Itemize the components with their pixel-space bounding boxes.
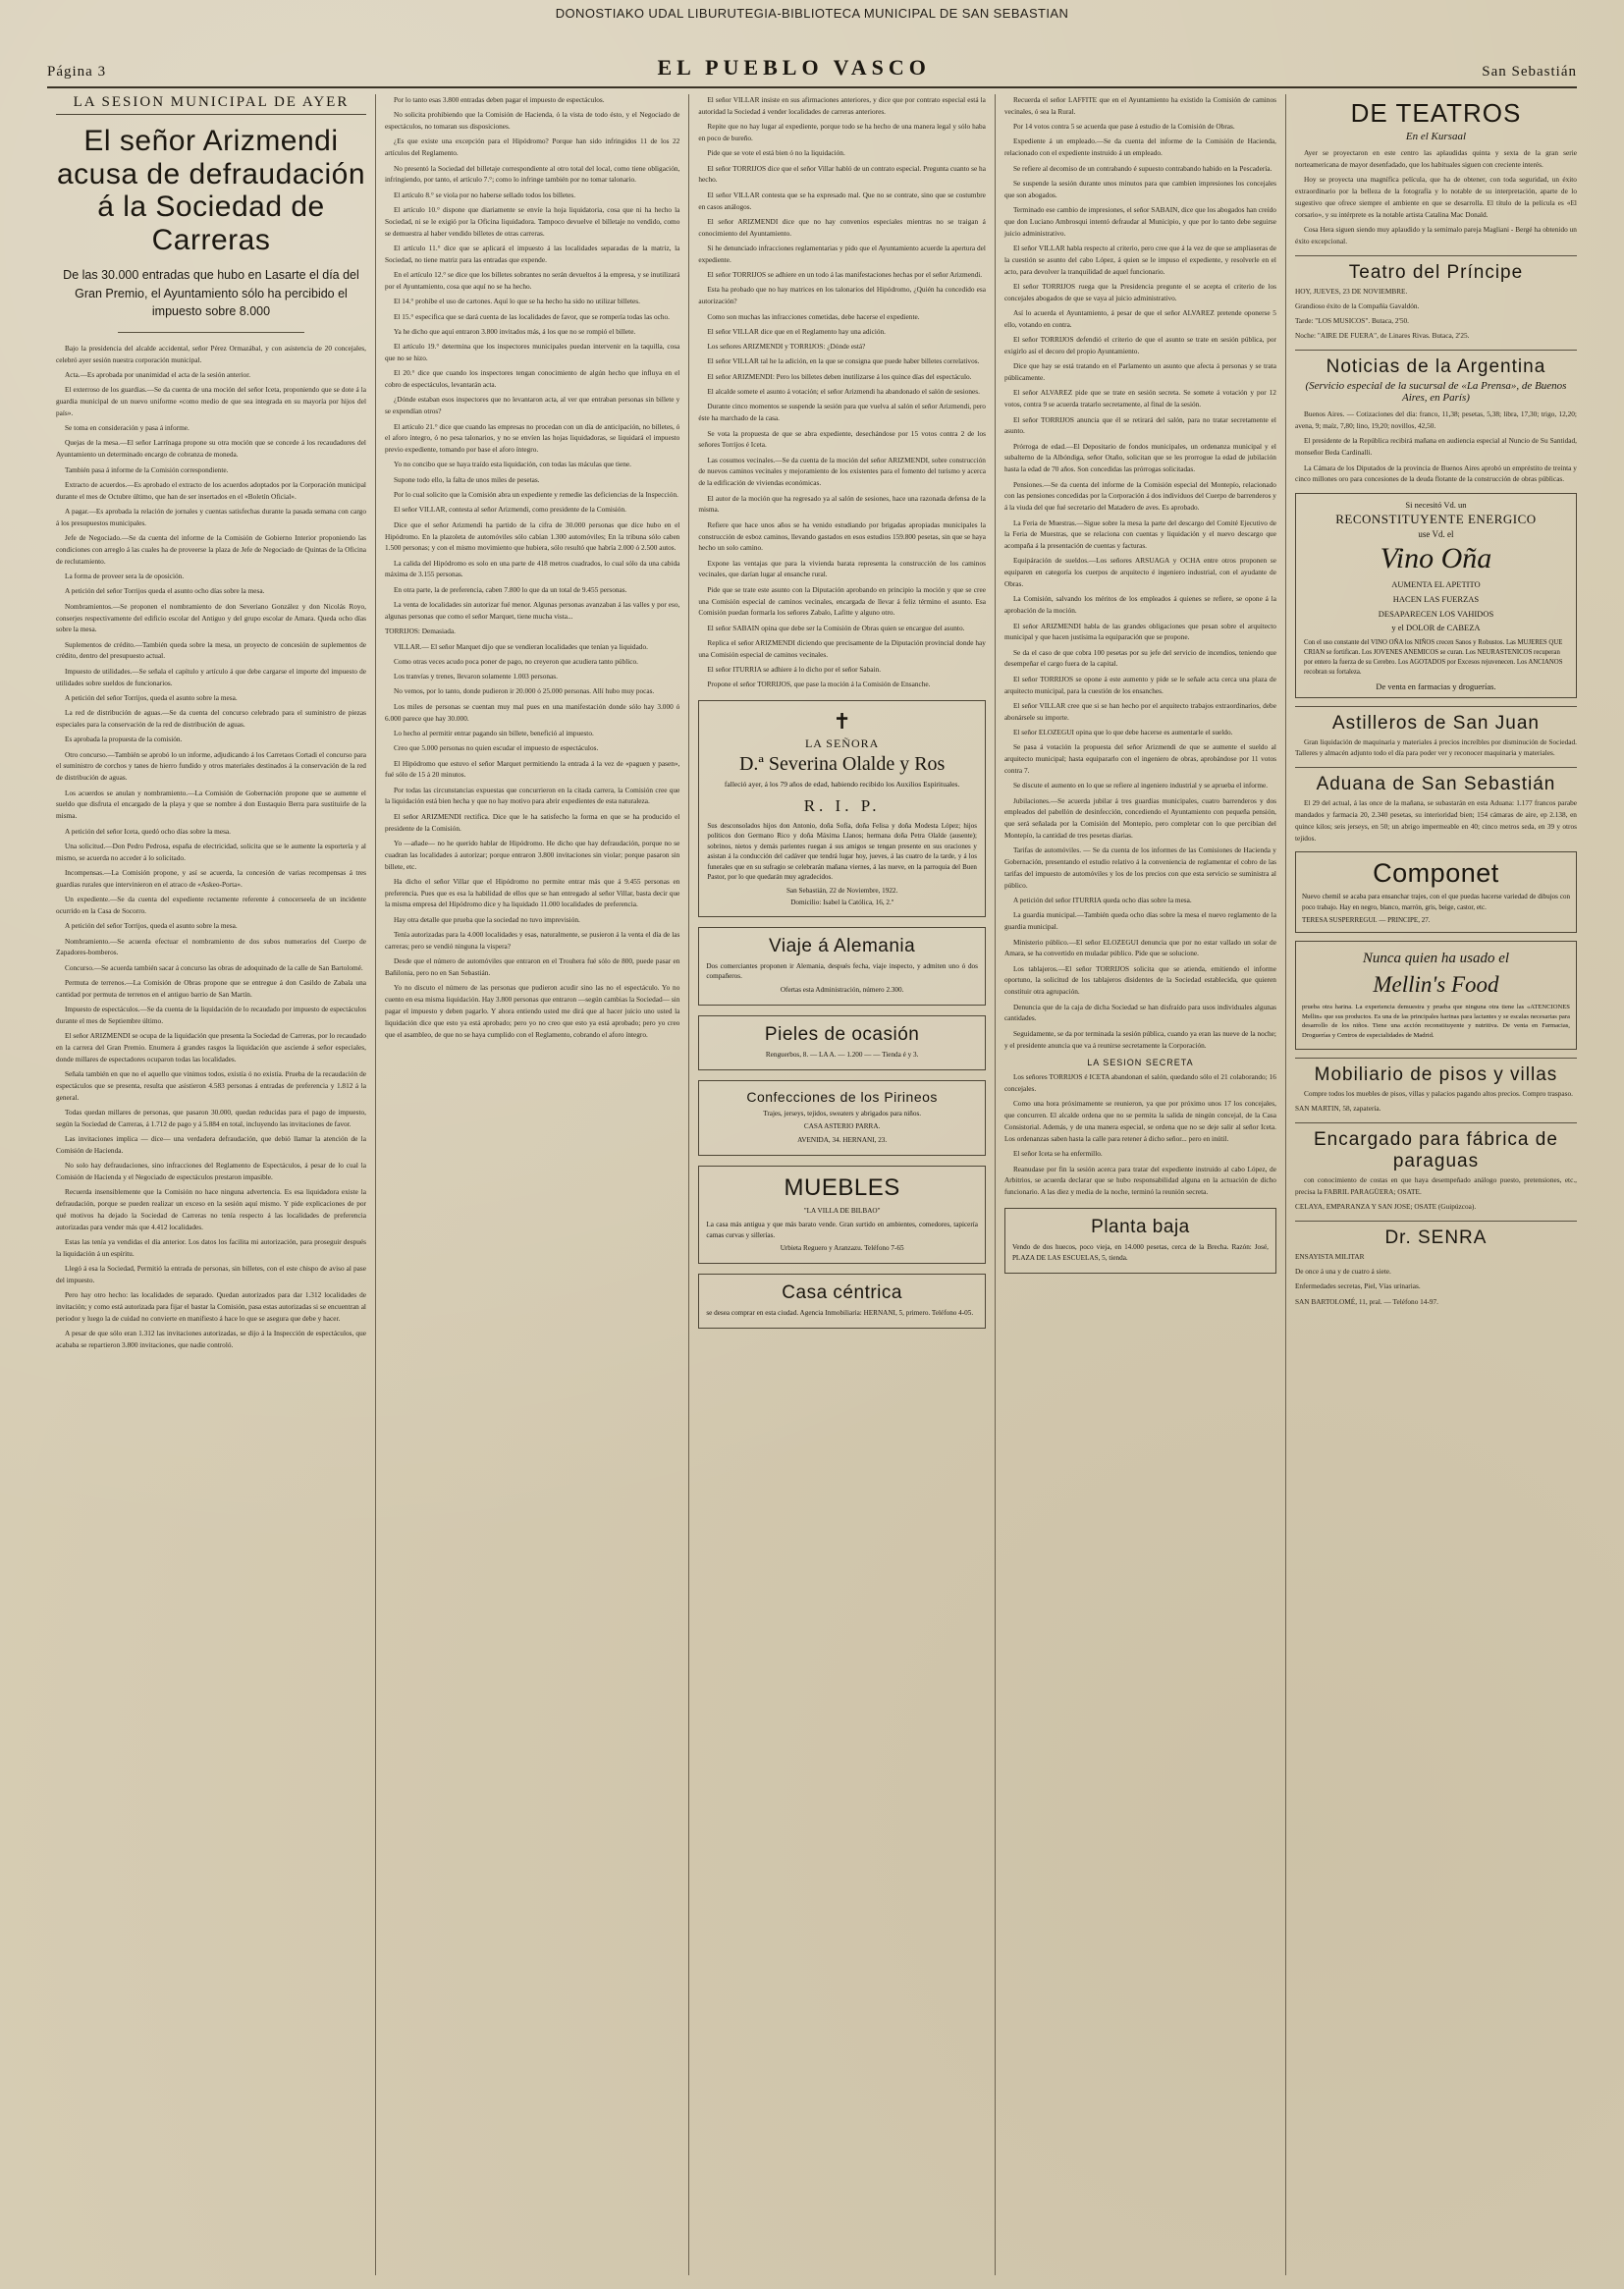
paragraph: A petición del señor ITURRIA queda ocho días sobre la mesa.	[1012, 896, 1192, 905]
paragraph: Incompensas.—La Comisión propone, y así se acuerda, la concesión de varias recompensas á tres guardias rurales que intervinieron en el atraco de «Askeo-Porta».	[56, 867, 366, 889]
paragraph: Como otras veces acudo poca poner de pago, no creyeron que acudiera tanto público.	[393, 656, 638, 666]
paragraph: Expediente á un empleado.—Se da cuenta del informe de la Comisión de Hacienda, relacionado con el expediente instruido á un empleado.	[1003, 136, 1276, 158]
paragraph: Ha dicho el señor Villar que el Hipódromo no permite entrar más que á 9.455 personas en preferencia. Pues que es esa la habilidad de ellos que se han entregado al señor Villar, basta decir que la misma empresa del Hipódromo dice y ha liquidado 11.000 localidades de preferencia.	[384, 876, 680, 909]
paragraph: Hay otra detalle que prueba que la sociedad no tuvo imprevisión.	[393, 914, 580, 924]
column-4	[996, 94, 1286, 2275]
ad-text: Nuevo chemil se acaba para ensanchar trajes, con el que puedas hacerse variedad de dibujos con poco trabajo. Hay en negro, blanco, marrón, gris, beige, castor, etc.	[1301, 893, 1570, 911]
paragraph: Se vota la propuesta de que se abra expediente, desechándose por 15 votos contra 2 de los señores Torrijos é Iceta.	[698, 428, 986, 450]
paragraph: El presidente de la República recibirá mañana en audiencia especial al Nuncio de Su Santidad, monseñor Beda Cardinalli.	[1294, 436, 1577, 458]
paragraph: Pide que se trate este asunto con la Diputación aprobando en principio la moción y que se cree una Comisión especial de caminos vecinales, encargada de llevar á feliz término el asunto. Esa Comisión puedan formarla los señores Zabalo, Lafitte y alguno otro.	[698, 584, 986, 618]
ad-text: prueba otra harina. La experiencia demuestra y prueba que ninguna otra tiene las «ATENCIONES Mellin» que sus productos. Es una de las principales harinas para lactantes y se escalas necesarias para desarrollo de los niños. Tiene una acción reconstituyente y nutritiva. De venta en Farmacias, Droguerías y Centros de especialidades de Madrid.	[1301, 1004, 1570, 1040]
ad-title: MUEBLES	[784, 1174, 900, 1202]
obituary-family-text: Sus desconsolados hijos don Antonio, doña Sofía, doña Felisa y doña Modesta López; hijos políticos don Germano Rico y doña Máxima Llanos; hermana doña Petra Olalde (ausente); sobrinos, nietos y demás parientes ruegan á sus amigos se tengan presente en sus oraciones y asistan á la conducción del cadáver que tendrá lugar hoy, jueves, á las cuatro de la tarde, y á los funerales que en su sufragio se celebrarán mañana viernes, á las nueve, en la parroquia del Buen Pastor, por lo que quedarán muy agradecidos.	[707, 821, 977, 881]
paragraph: Supone todo ello, la falta de unos miles de pesetas.	[393, 474, 540, 484]
paragraph: No solicita prohibiendo que la Comisión de Hacienda, ó la vista de todo ésto, y el Negociado de espectáculos, no tomaran sus disposiciones.	[384, 110, 680, 132]
ad-hours: De once á una y de cuatro á siete.	[1294, 1266, 1391, 1276]
paragraph: El señor TORRIJOS se adhiere en un todo á las manifestaciones hechas por el señor Arizmendi.	[707, 270, 983, 280]
paragraph: El señor TORRIJOS defendió el criterio de que el asunto se trate en sesión pública, por exigirlo así el decoro del propio Ayuntamiento.	[1003, 335, 1276, 355]
paragraph: El señor VILLAR insiste en sus afirmaciones anteriores, y dice que por contrato especial está la autoridad la Sociedad á vender localidades de carreras anteriores.	[698, 95, 986, 116]
paragraph: Así lo acuerda el Ayuntamiento, á pesar de que el señor ALVAREZ pretende oponerse 5 ello, votando en contra.	[1003, 308, 1276, 329]
paragraph: El señor VILLAR habla respecto al criterio, pero cree que á la vez de que se ampliaseras de la cuestión se asunto del cabo López, á quien se le impuso el expediente, y resolverle en el acto, para devolver la tranquilidad de aquel funcionario.	[1003, 243, 1276, 276]
kursaal-subheading: En el Kursaal	[1405, 131, 1467, 142]
paragraph: Por 14 votos contra 5 se acuerda que pase á estudio de la Comisión de Obras.	[1012, 122, 1235, 132]
obituary-name: D.ª Severina Olalde y Ros	[738, 753, 946, 776]
column-2	[376, 94, 689, 2275]
paragraph: A pesar de que sólo eran 1.312 las invitaciones autorizadas, se dijo á la Inspección de espectáculos, que acababa se repartieron 3.800 invitaciones, que nadie controló.	[56, 1329, 366, 1350]
paragraph: El señor ARIZMENDI habla de las grandes obligaciones que pesan sobre el arquitecto municipal y que hacen justísima la equiparación que se propone.	[1003, 621, 1276, 642]
paragraph: La Cámara de los Diputados de la provincia de Buenos Aires aprobó un empréstito de treinta y cinco millones oro para concesiones de la deuda flotante de la construcción de obras públicas.	[1294, 463, 1577, 484]
paragraph: Pensiones.—Se da cuenta del informe de la Comisión especial del Montepío, relacionado con las pensiones concedidas por la Corporación á dos individuos del Cuerpo de barrenderos y á la viuda del que fué secretario del Matadero de aves. Es aprobado.	[1003, 479, 1276, 513]
ad-text: Trajes, jerseys, tejidos, sweaters y abrigados para niños.	[763, 1109, 922, 1117]
paragraph: A pagar.—Es aprobada la relación de jornales y cuentas satisfechas durante la pasada semana con cargo á los presupuestos municipales.	[56, 507, 366, 527]
ad-claim: HACEN LAS FUERZAS	[1392, 593, 1480, 604]
paragraph: El señor TORRIJOS dice que el señor Villar habló de un contrato especial. Pregunta cuanto se ha hecho.	[698, 163, 986, 185]
paragraph: Una solicitud.—Don Pedro Pedrosa, españa de electricidad, solicita que se le aumente la esportería y al mismo, se acuerda no acceder á lo solicitado.	[56, 841, 366, 862]
paragraph: La guardia municipal.—También queda ocho días sobre la mesa el nuevo reglamento de la guardia municipal.	[1003, 910, 1276, 932]
ad-text: Gran liquidación de maquinaria y materiales á precios increíbles por disminución de Sociedad. Talleres y almacén adjunto todo el día para poder ver y reconocer maquinaria y materiales.	[1294, 736, 1577, 758]
paragraph: VILLAR.— El señor Marquet dijo que se vendieran localidades que tenían ya liquidado.	[393, 641, 648, 651]
ad-pieles[interactable]	[698, 1015, 986, 1070]
ad-title: Planta baja	[1091, 1216, 1190, 1237]
paragraph: A petición del señor Torrijos, queda el asunto sobre la mesa.	[65, 921, 238, 931]
column-5	[1286, 94, 1577, 2275]
ad-line: Nunca quien ha usado el	[1362, 950, 1510, 966]
paragraph: Recuerda el señor LAFFITE que en el Ayuntamiento ha existido la Comisión de caminos vecinales, ó sea la Rural.	[1003, 95, 1276, 116]
paragraph: Por lo cual solicito que la Comisión abra un expediente y remedie las deficiencias de la Inspección.	[393, 490, 678, 500]
paragraph: El artículo 10.° dispone que diariamente se envíe la hoja liquidatoria, cosa que ni ha hecho la Sociedad, ni se le exigió por la Oficina liquidadora. Tampoco devuelve el billetaje no vendido, como se demuestra al haber vendido billetes de otras carreras.	[384, 205, 680, 238]
ad-line: use Vd. el	[1418, 529, 1454, 540]
ad-text: El 29 del actual, á las once de la mañana, se subastarán en esta Aduana: 1.177 francos parabe mandados y farmacia 20, 2.340 pesetas, su interioridad bien; 154 cámaras de aire, ep 2.138, en quince kilos; seis jerseys, en 50; un abrigo impermeable en 40; cinco metros seda, en 39 y otros tejidos.	[1294, 798, 1577, 843]
ad-line: Si necesitó Vd. un	[1405, 500, 1467, 511]
paragraph: Creo que 5.000 personas no quien escudar el impuesto de espectáculos.	[393, 743, 599, 753]
paragraph: Yo no discuto el número de las personas que pudieron acudir sino las no el espectáculo. Yo no cuento en esa misma liquidación. Hay 3.800 personas que entraron —según cambias la Sociedad— sin pagar el impuesto y deben pagarlo. Y ahora entiendo usted me dirá que al hacer juicio uno usted la liquidación dice que esto ya está aprobado; pero yo no creo que esto ya está aprobado; pero yo creo que el asambleo, de que no se haya cumplido con el Reglamento, cobrando el aforo íntegro.	[384, 983, 680, 1039]
ad-address: CELAYA, EMPARANZA Y SAN JOSE; OSATE (Guipúzcoa).	[1294, 1201, 1477, 1211]
ad-vino-ona[interactable]	[1295, 493, 1577, 697]
paragraph: El señor VILLAR cree que si se han hecho por el arquitecto trabajos extraordinarios, debe abonársele su importe.	[1003, 700, 1276, 722]
paragraph: Los tranvías y trenes, llevaron solamente 1.003 personas.	[393, 672, 558, 681]
ad-title: Confecciones de los Pirineos	[746, 1088, 938, 1105]
paragraph: Llegó á esa la Sociedad, Permitió la entrada de personas, sin billetes, con el este chispo de aviso al pase del impuesto.	[56, 1264, 366, 1285]
column-3-body	[698, 94, 986, 690]
paragraph: El artículo 19.° determina que los inspectores municipales puedan intervenir en la taquilla, cosa que no se hizo.	[384, 342, 680, 362]
ad-claim: y el DOLOR de CABEZA	[1391, 623, 1481, 633]
paragraph: A petición del señor Torrijos queda el asunto ocho días sobre la mesa.	[65, 586, 265, 596]
ad-mobiliario-heading: Mobiliario de pisos y villas	[1314, 1063, 1558, 1085]
paragraph: Permuta de terrenos.—La Comisión de Obras propone que se entregue á don Casildo de Zabala una cantidad por permuta de terrenos en el antiguo barrio de San Martín.	[56, 977, 366, 999]
paragraph: Otro concurso.—También se aprobó lo un informe, adjudicando á los Carretaos Cortadi el concurso para el suministro de corchos y tanes de hierro fundido y otros materiales destinados á la conservación de la red de distribución de aguas.	[56, 749, 366, 783]
paragraph: Quejas de la mesa.—El señor Larrínaga propone su otra moción que se concede á los recaudadores del Ayuntamiento un determinado encargo de cobranza de moneda.	[56, 438, 366, 460]
divider	[1295, 1058, 1577, 1059]
argentina-subheading: (Servicio especial de la sucursal de «La Prensa», de Buenos Aires, en París)	[1305, 380, 1567, 405]
paragraph: Los miles de personas se cuentan muy mal pues en una manifestación donde sólo hay 3.000 ó 6.000 parece que hay 30.000.	[384, 701, 680, 723]
paragraph: Se discute el aumento en lo que se refiere al ingeniero industrial y se aprueba el informe.	[1012, 781, 1269, 790]
paragraph: Se da el caso de que cobra 100 pesetas por su jefe del servicio de incendios, teniendo que desempeñar el cargo fuera de la capital.	[1003, 647, 1276, 669]
paragraph: Extracto de acuerdos.—Es aprobado el extracto de los acuerdos adoptados por la Corporación municipal durante el mes de Octubre último, que han de ser insertados en el «Boletín Oficial».	[56, 479, 366, 501]
paragraph: El autor de la moción que ha regresado ya al salón de sesiones, hace una razonada defensa de la misma.	[698, 493, 986, 515]
lead-headline-block	[56, 94, 366, 333]
paragraph: Tarifas de automóviles. — Se da cuenta de los informes de las Comisiones de Hacienda y Gobernación, presentando el estudio relativo á la conveniencia de reglamentar el cobro de las tarifas del impuesto de automóviles y los de los precios con que esta servicio se suministra al público.	[1003, 845, 1276, 890]
paragraph: El señor ALVAREZ pide que se trate en sesión secreta. Se somete á votación y por 12 votos, contra 9 se acuerda tratarlo secretamente, al final de la sesión.	[1003, 388, 1276, 409]
paragraph: Los señores TORRIJOS é ICETA abandonan el salón, quedando sólo el 21 colaborando; 16 concejales.	[1003, 1072, 1276, 1094]
listing-line: Grandioso éxito de la Compañía Gavaldón.	[1294, 300, 1420, 310]
paragraph: Durante cinco momentos se suspende la sesión para que vuelva al salón el señor Arizmendi, pero éste ha marchado de la casa.	[698, 402, 986, 423]
secret-session-heading: LA SESION SECRETA	[1087, 1058, 1194, 1068]
paragraph: Concurso.—Se acuerda también sacar á concurso las obras de adoquinado de la calle de San Bartolomé.	[65, 962, 363, 972]
paragraph: Es aprobada la propuesta de la comisión.	[65, 735, 183, 744]
paragraph: A petición del señor Torrijos, queda el asunto sobre la mesa.	[65, 692, 238, 702]
paragraph: Replica el señor ARIZMENDI diciendo que precisamente de la Diputación provincial donde hay una Comisión especial de caminos vecinales.	[698, 638, 986, 659]
paragraph: ¿Dónde estaban esos inspectores que no levantaron acta, al ver que entraban personas sin billete y se expendían otros?	[384, 395, 680, 416]
paragraph: El señor Iceta se ha enfermillo.	[1012, 1149, 1103, 1159]
column-1	[47, 94, 376, 2275]
ad-astilleros-heading: Astilleros de San Juan	[1331, 712, 1540, 734]
paragraph: La forma de proveer sera la de oposición.	[65, 572, 185, 581]
ad-address: SAN MARTIN, 58, zapatería.	[1294, 1103, 1381, 1113]
paragraph: El señor TORRIJOS anuncia que él se retirará del salón, para no tratar secretamente el asunto.	[1003, 414, 1276, 436]
paragraph: Jefe de Negociado.—Se da cuenta del informe de la Comisión de Gobierno Interior proponiendo las condiciones con arreglo á las cuales ha de proveerse la plaza de Jefe de Negociado de Quintas de la Oficina de reclutamiento.	[56, 533, 366, 566]
paragraph: Expone las ventajas que para la vivienda barata representa la construcción de los caminos vecinales, que darían lugar al ensanche rural.	[698, 558, 986, 579]
paragraph: Se suspende la sesión durante unos minutos para que cambien impresiones los concejales que son abogados.	[1003, 178, 1276, 199]
ad-title: Casa céntrica	[782, 1282, 902, 1304]
paragraph: ¿Es que existe una excepción para el Hipódromo? Porque han sido infringidos 11 de los 22 artículos del Reglamento.	[384, 136, 680, 158]
paragraph: Pide que se vote el está bien ó no la liquidación.	[707, 148, 845, 158]
paragraph: El señor TORRIJOS se opone á este aumento y pide se le señale acta cerca una plaza de arquitecto municipal, para la cuestión de los ensanches.	[1003, 674, 1276, 695]
ad-store: CASA ASTERIO PARRA.	[803, 1122, 881, 1131]
ad-muebles[interactable]	[698, 1166, 986, 1264]
paragraph: Nombramiento.—Se acuerda efectuar el nombramiento de dos subos numerarios del Cuerpo de Zapadores-bomberos.	[56, 936, 366, 957]
paragraph: Yo no concibo que se haya traído esta liquidación, con todas las máculas que tiene.	[393, 460, 631, 469]
paragraph: Las cosumos vecinales.—Se da cuenta de la moción del señor ARIZMENDI, sobre construcción de nuevos caminos vecinales y mejoramiento de los existentes para el fomento del turismo y acerca de la edificación de viviendas económicas.	[698, 455, 986, 488]
paragraph: Reanudase por fin la sesión acerca para tratar del expediente instruido al cabo López, de Arbitrios, se acuerda declarar que se hubo responsabilidad alguna en la actuación de dicho funcionario. A las diez y media de la noche, terminó la reunión secreta.	[1003, 1164, 1276, 1197]
paragraph: La Comisión, salvando los méritos de los empleados á quienes se refiere, se opone á la aprobación de la moción.	[1003, 594, 1276, 616]
obituary-date: San Sebastián, 22 de Noviembre, 1922.	[785, 886, 898, 895]
paragraph: El Hipódromo que estuvo el señor Marquet permitiendo la entrada á la vez de «paguen y pasen», fué sólo de 15 á 20 minutos.	[384, 758, 680, 780]
paragraph: Las invitaciones implica — dice— una verdadera defraudación, que debió llamar la atención de la Comisión de Hacienda.	[56, 1134, 366, 1155]
speaker-line: TORRIJOS: Demasiada.	[384, 627, 456, 636]
paragraph: El señor ELOZEGUI opina que lo que debe hacerse es aumentarle el sueldo.	[1012, 728, 1233, 736]
paragraph: Ayer se proyectaron en este centro las aplaudidas quinta y sexta de la gran serie norteamericana de mayor desenfadado, que los habituales siguen con creciente interés.	[1294, 148, 1577, 169]
paragraph: El señor ARIZMENDI: Pero los billetes deben inutilizarse á los quince días del espectáculo.	[707, 371, 972, 381]
paragraph: El 20.° dice que cuando los inspectores tengan conocimiento de algún hecho que influya en el cobro de espectáculos, levantarán acta.	[384, 368, 680, 390]
paragraph: Jubilaciones.—Se acuerda jubilar á tres guardias municipales, cuatro barrenderos y dos empleados del pabellón de desinfección, concediendo el Ayuntamiento con pequeña pensión, que será señalada por la Comisión del Montepío, pero completar con lo que percibían del Montepío, la cantidad de tres pesetas diarias.	[1003, 795, 1276, 840]
column-3	[689, 94, 996, 2275]
paragraph: Desde que el número de automóviles que entraron en el Trouhera fué sólo de 800, puede pasar en Bañilonia, pero no en San Sebastián.	[384, 956, 680, 977]
column-2-body	[385, 94, 679, 1040]
paragraph: Los tablajeros.—El señor TORRIJOS solicita que se atienda, emitiendo el informe oportuno, la solicitud de los tablajeros disidentes de la Sociedad establecida, que quieren constituir otra agrupación.	[1003, 963, 1276, 997]
paragraph: Se toma en consideración y pasa á informe.	[65, 423, 189, 433]
paragraph: El señor VILLAR dice que en el Reglamento hay una adición.	[707, 326, 886, 336]
paragraph: El señor SABAIN opina que debe ser la Comisión de Obras quien se encargue del asunto.	[707, 623, 965, 632]
obituary-death-line: falleció ayer, á los 79 años de edad, habiendo recibido los Auxilios Espirituales.	[724, 780, 960, 790]
paragraph: Los acuerdos se anulan y nombramiento.—La Comisión de Gobernación propone que se aumente el sueldo que disfruta el encargado de la playa y que se nombre á don Eustaquio Berra para sustituirle de la misma.	[56, 788, 366, 821]
ad-text: Dos comerciantes proponen ir Alemania, después fecha, viaje inspecto, y admiten uno ó dos compañeros.	[706, 961, 978, 981]
paragraph: Ministerio público.—El señor ELOZEGUI denuncia que por no estar vallado un solar de Amara, se ha convertido en muladar público. Pide que se solucione.	[1003, 937, 1276, 958]
ad-mellins-food[interactable]	[1295, 941, 1577, 1050]
paragraph: Bajo la presidencia del alcalde accidental, señor Pérez Ormazábal, y con asistencia de 20 concejales, celebró ayer sesión nuestra corporación municipal.	[56, 343, 366, 364]
paragraph: Se refiere al decomiso de un contrabando é supuesto contrabando habido en la Pescadería.	[1012, 163, 1272, 173]
ad-subtitle: "LA VILLA DE BILBAO"	[803, 1207, 881, 1216]
ad-senra-heading: Dr. SENRA	[1384, 1226, 1488, 1248]
paragraph: Dice que hay se está tratando en el Parlamento un asunto que afecta á personas y se trata públicamente.	[1003, 361, 1276, 383]
listing-line: HOY, JUEVES, 23 DE NOVIEMBRE.	[1294, 286, 1408, 296]
lead-headline: El señor Arizmendi acusa de defraudación á la Sociedad de Carreras	[56, 125, 366, 256]
paragraph: Los señores ARIZMENDI y TORRIJOS: ¿Dónde está?	[707, 342, 866, 352]
paragraph: Esta ha probado que no hay matrices en los talonarios del Hipódromo, ¿Quién ha concedido esa autorización?	[698, 285, 986, 306]
paragraph: El exterroso de los guardias.—Se da cuenta de una moción del señor Iceta, proponiendo que se dote á la guardia municipal de un nuevo uniforme «como medio de que sea integrada en su mayoría por hijos del país».	[56, 385, 366, 417]
paragraph: Seguidamente, se da por terminada la sesión pública, cuando ya eran las nueve de la noche; y el presidente anuncia que va á reunirse secretamente la Corporación.	[1003, 1028, 1276, 1050]
paragraph: Prórroga de edad.—El Depositario de fondos municipales, un ordenanza municipal y el subalterno de la Albóndiga, señor Otaño, solicitan que se les prorrogue la edad de jubilación hasta la edad de 70 años. Son concedidas las prórrogas solicitadas.	[1003, 441, 1276, 474]
archive-stamp: DONOSTIAKO UDAL LIBURUTEGIA-BIBLIOTECA MUNICIPAL DE SAN SEBASTIAN	[555, 6, 1069, 21]
paragraph: Como son muchas las infracciones cometidas, debe hacerse el expediente.	[707, 311, 920, 321]
ad-contact: Ofertas esta Administración, número 2.300.	[780, 986, 904, 995]
paragraph: Por todas las circunstancias expuestas que concurrieron en la citada carrera, la Comisión cree que la liquidación está bien hecha y que no hay motivo para abrir expedientes de esta naturaleza.	[384, 785, 680, 806]
listing-line: Tarde: "LOS MUSICOS". Butaca, 2'50.	[1294, 316, 1409, 326]
paragraph: El artículo 21.° dice que cuando las empresas no procedan con un día de anticipación, no billetes, ó el aforo íntegro, ó no pesa talonarios, y no se envíen las hojas liquidadoras, se liquidará el impuesto previo expediente, tomando por base el aforo íntegro.	[384, 421, 680, 455]
paragraph: Todas quedan millares de personas, que pasaron 30.000, quedan reducidas para el pago de impuesto, según la Sociedad de Carreras, á 1.712 de pago y á 5.884 en total, incluyendo las invitaciones de favor.	[56, 1108, 366, 1128]
paragraph: Terminado ese cambio de impresiones, el señor SABAIN, dice que los abogados han creído que don Luciano Ambrosqui intentó defraudar al Municipio, y que por lo tanto debe seguirse juicio administrativo.	[1003, 205, 1276, 238]
listing-line: Noche: "AIRE DE FUERA", de Linares Rivas. Butaca, 2'25.	[1294, 331, 1470, 341]
paragraph: El señor VILLAR contesta que se ha expresado mal. Que no se contrate, sino que se costumbre en casos análogos.	[698, 190, 986, 211]
masthead	[47, 55, 1577, 88]
lead-kicker: LA SESION MUNICIPAL DE AYER	[56, 94, 366, 115]
paragraph: Nombramientos.—Se proponen el nombramiento de don Severiano González y don Nicolás Royo, conserjes respectivamente del edificio escolar del Antiguo y del grupo escolar de Amara. Queda ocho días sobre la mesa.	[56, 601, 366, 634]
paragraph: No vemos, por lo tanto, donde pudieron ir 20.000 ó 25.000 personas. Allí hubo muy pocas.	[393, 686, 655, 696]
paragraph: Hoy se proyecta una magnífica película, que ha de obtener, con toda seguridad, un éxito extraordinario por la belleza de la fotografía y lo notable de su interpretación, aparte de lo sugestivo que ofrece siempre el ambiente en que se desarrolla. El título de la película es «El corsario», y su intérprete es la notable artista Catalina Mac Donald.	[1294, 175, 1577, 219]
column-4-body	[1004, 94, 1276, 1198]
obituary-address: Domicilio: Isabel la Católica, 16, 2.º	[790, 898, 894, 906]
lead-subhead: De las 30.000 entradas que hubo en Lasarte el día del Gran Premio, el Ayuntamiento sólo ha percibido el impuesto sobre 8.000	[63, 268, 359, 318]
paragraph: El señor ARIZMENDI rectifica. Dice que le ha satisfecho la forma en que se ha producido el presidente de la Comisión.	[384, 811, 680, 833]
paragraph: En otra parte, la de preferencia, caben 7.800 lo que da un total de 9.455 personas.	[393, 584, 627, 594]
divider	[1295, 255, 1577, 256]
paragraph: El señor ITURRIA se adhiere á lo dicho por el señor Sabain.	[707, 665, 882, 675]
obituary-rip: R. I. P.	[803, 795, 881, 815]
divider	[1295, 1122, 1577, 1123]
paragraph: El señor VILLAR tal he la adición, en la que se consigna que puede haber billetes correlativos.	[707, 356, 980, 366]
paragraph: Impuesto de espectáculos.—Se da cuenta de la liquidación de lo recaudado por impuesto de espectáculos durante el mes de Septiembre último.	[56, 1005, 366, 1025]
divider	[1295, 767, 1577, 768]
paragraph: Por lo tanto esas 3.800 entradas deben pagar el impuesto de espectáculos.	[393, 95, 605, 104]
paragraph: Lo hecho al permitir entrar pagando sin billete, benefició al impuesto.	[393, 728, 594, 737]
ad-claim: AUMENTA EL APETITO	[1391, 579, 1481, 590]
divider	[1295, 1221, 1577, 1222]
paragraph: Refiere que hace unos años se ha venido estudiando por brigadas apropiadas municipales la construcción de esboz caminos, llevando gastados en esos estudios 159.800 pesetas, sin que se haya hecho un solo camino.	[698, 519, 986, 553]
paragraph: No solo hay defraudaciones, sino infracciones del Reglamento de Espectáculos, á pesar de lo cual la Comisión de Hacienda y el Negociado de espectáculos prestaron impasible.	[56, 1161, 366, 1182]
teatros-heading: DE TEATROS	[1350, 98, 1522, 128]
paragraph: También pasa á informe de la Comisión correspondiente.	[65, 464, 229, 474]
paragraph: Suplementos de crédito.—También queda sobre la mesa, un proyecto de concesión de suplementos de crédito, dentro del presupuesto actual.	[56, 639, 366, 661]
paragraph: El señor TORRIJOS ruega que la Presidencia pregunte el se acepta el criterio de los concejales abogados de que se vaya al juicio administrativo.	[1003, 281, 1276, 302]
paragraph: Yo —añade— no he querido hablar de Hipódromo. He dicho que hay defraudación, porque no se cuadran las localidades á autorizar; porque entraron 3.800 invitaciones sin violar; porque pasaron sin billete, etc.	[384, 838, 680, 871]
column-1-body	[56, 343, 366, 1351]
ad-claim: DESAPARECEN LOS VAHIDOS	[1378, 608, 1494, 619]
page-columns	[47, 94, 1577, 2275]
ad-casa-centrica[interactable]	[698, 1274, 986, 1329]
paragraph: Se pasa á votación la propuesta del señor Arizmendi de que se aumente el sueldo al arquitecto municipal; hasta equipararlo con el ingeniero de obras, aprobándose por 11 votos contra 7.	[1003, 742, 1276, 775]
ad-brand: Mellin's Food	[1373, 972, 1499, 998]
ad-specialty: Enfermedades secretas, Piel, Vías urinarias.	[1294, 1281, 1421, 1291]
obituary-prefix: LA SEÑORA	[804, 736, 880, 751]
ad-title: Viaje á Alemania	[769, 935, 916, 956]
ad-aduana-heading: Aduana de San Sebastián	[1316, 774, 1556, 795]
paragraph: La Feria de Muestras.—Sigue sobre la mesa la parte del descargo del Comité Ejecutivo de la Feria de Muestras, que se relaciona con cuentas y liquidación y el nuevo descargo que acompaña á la presentación de cuentas y facturas.	[1003, 518, 1276, 551]
paragraph: A petición del señor Iceta, quedó ocho días sobre la mesa.	[65, 826, 231, 836]
ad-address: TERESA SUSPERREGUI. — PRINCIPE, 27.	[1301, 916, 1431, 925]
paragraph: Si he denunciado infracciones reglamentarias y pido que el Ayuntamiento acuerde la apertura del expediente.	[698, 243, 986, 264]
divider	[1295, 706, 1577, 707]
page-folio: Página 3	[47, 64, 107, 80]
ad-text: se desea comprar en esta ciudad. Agencia Inmobiliaria: HERNANI, 5, primero. Teléfono 4-05.	[706, 1309, 974, 1318]
ad-footer: De venta en farmacias y droguerías.	[1376, 681, 1496, 691]
ad-text: Renguerbos, 8. — LA A. — 1.200 — — Tienda é y 3.	[765, 1050, 919, 1059]
argentina-heading: Noticias de la Argentina	[1326, 356, 1546, 378]
ad-planta-baja[interactable]	[1004, 1208, 1276, 1274]
paragraph: La red de distribución de aguas.—Se da cuenta del concurso celebrado para el suministro de piezas especiales para la conservación de la red de distribución de aguas.	[56, 708, 366, 729]
newspaper-title: EL PUEBLO VASCO	[657, 55, 931, 80]
paragraph: Cosa Hera siguen siendo muy aplaudido y la semimalo pareja Magliani - Bergé ha obtenido un éxito excepcional.	[1294, 224, 1577, 245]
paragraph: El alcalde somete el asunto á votación; el señor Arizmendi ha abandonado el salón de sesiones.	[707, 387, 980, 397]
paragraph: Tenía autorizadas para la 4.000 localidades y esas, naturalmente, se pusieron á la venta el día de las carreras; pero se vendió ninguna la vispera?	[384, 930, 680, 951]
ad-address: SAN BARTOLOMÉ, 11, pral. — Teléfono 14-97.	[1294, 1296, 1439, 1306]
cross-icon: ✝	[833, 709, 851, 735]
paragraph: El 15.° especifica que se dará cuenta de las localidades de favor, que se rompería todas las ocho.	[393, 311, 670, 321]
ad-text: Vendo de dos huecos, poco vieja, en 14.000 pesetas, cerca de la Brecha. Razón: José, PLAZA DE LAS ESCUELAS, 5, tienda.	[1011, 1242, 1269, 1262]
paragraph: Ya he dicho que aquí entraron 3.800 invitados más, á los que no se rompió el billete.	[393, 326, 636, 336]
ad-componet[interactable]	[1295, 851, 1577, 933]
ad-benefits: Con el uso constante del VINO OÑA los NIÑOS crecen Sanos y Robustos. Las MUJERES QUE CRIAN se fortifican. Los JOVENES ANEMICOS se curan. Los NEURASTENICOS recuperan por entero la fuerza de su Cerebro. Los AGOTADOS por Excesos rejuvenecen. Los ANCIANOS recobran su fortaleza.	[1303, 639, 1563, 676]
paragraph: El señor ARIZMENDI se ocupa de la liquidación que presenta la Sociedad de Carreras, por lo recaudado en la carrera del Gran Premio. Enumera á grandes rasgos la liquidación que asciende á señor especiales, donde millares de espectadores ocuparon todas las localidades.	[56, 1031, 366, 1063]
paragraph: El 14.° prohíbe el uso de cartones. Aquí lo que se ha hecho ha sido no utilizar billetes.	[393, 297, 640, 306]
paragraph: El señor VILLAR, contesta al señor Arizmendi, como presidente de la Comisión.	[393, 505, 626, 515]
paragraph: Dice que el señor Arizmendi ha partido de la cifra de 30.000 personas que dice hubo en el Hipódromo. En la plazoleta de automóviles sólo cabían 1.300 automóviles; En la tribuna sólo caben 1.500 personas; y con el mismo movimiento que hubiera, sólo resultó que habría 2.000 ó 2.500 autos.	[384, 519, 680, 553]
paragraph: El artículo 11.° dice que se aplicará el impuesto á las localidades separadas de la matriz, la Sociedad, no tiene matriz para las entradas que expende.	[384, 243, 680, 264]
paragraph: No presentó la Sociedad del billetaje correspondiente al otro total del local, como tiene obligación, infringiendo, por tanto, el artículo 7.°; como lo infringe también por no tomar talonario.	[384, 163, 680, 185]
ad-brand: Vino Oña	[1380, 542, 1492, 575]
paragraph: Propone el señor TORRIJOS, que pase la moción á la Comisión de Ensanche.	[707, 680, 931, 689]
obituary-notice	[698, 700, 986, 916]
ad-text: Compre todos los muebles de pisos, villas y palacios pagando altos precios. Compro traspaso.	[1303, 1088, 1573, 1098]
teatro-principe-heading: Teatro del Príncipe	[1348, 261, 1524, 283]
ad-text: con conocimiento de costas en que haya desempeñado análogo puesto, pretensiones, etc., precisa la FABRIL PARAGÜERA; OSATE.	[1294, 1174, 1577, 1196]
ad-line: RECONSTITUYENTE ENERGICO	[1335, 512, 1537, 527]
paragraph: La venta de localidades sin autorizar fué menor. Algunas personas avanzaban á las valles y por eso, algunas personas que como el señor Marquet, tiene mucha vista...	[384, 600, 680, 621]
ad-address: AVENIDA, 34. HERNANI, 23.	[797, 1136, 888, 1145]
divider	[1295, 350, 1577, 351]
paragraph: Un expediente.—Se da cuenta del expediente rectamente referente á conocerseela de un incidente ocurrido en la Casa de Socorro.	[56, 895, 366, 915]
ad-text: La casa más antigua y que más barato vende. Gran surtido en ambientes, comedores, tapicería camas curvas y sillerías.	[706, 1220, 978, 1239]
ad-viaje-alemania[interactable]	[698, 927, 986, 1006]
paragraph: Equipáración de sueldos.—Los señores ARSUAGA y OCHA entre otros proponen se equiparen en categoría los cuerpos de arquitecto é ingeniero industrial, con el ayudante de Obras.	[1003, 556, 1276, 589]
paragraph: En el artículo 12.° se dice que los billetes sobrantes no serán devueltos á la empresa, y se inutilizará por el Ayuntamiento, cosa que aquí no se ha hecho.	[384, 270, 680, 291]
ad-confecciones[interactable]	[698, 1080, 986, 1156]
paragraph: Pero hay otro hecho: las localidades de separado. Quedan autorizados para dar 1.312 localidades de invitación; y como está autorizada para fijar el bastar la Comisión, pasa estas autorizadas si se encuentran al periodor y luego la de cuidad no convierte en manifiesto á hace lo que se asegura que debe y hacer.	[56, 1290, 366, 1324]
ad-subtitle: ENSAYISTA MILITAR	[1294, 1251, 1365, 1261]
paragraph: Impuesto de utilidades.—Se señala el capítulo y artículo á que debe cargarse el importe del impuesto de utilidades sobre sueldos de funcionarios.	[56, 666, 366, 687]
paragraph: Repite que no hay lugar al expediente, porque todo se ha hecho de una manera legal y sólo haba en poco de bureño.	[698, 122, 986, 142]
paragraph: Buenos Aires. — Cotizaciones del día: franco, 11,38; pesetas, 5,38; libra, 17,30; trigo, 12,20; avena, 9; maíz, 7,80; lino, 19,20; novillos, 42,50.	[1294, 409, 1577, 431]
paragraph: Señala también en que no el aquello que vinimos todos, existía ó no existía. Prueba de la recaudación de espectáculos que se presenta, resulta que asistieron 4.583 personas á entradas de preferencia y 1.812 á la general.	[56, 1069, 366, 1102]
masthead-city: San Sebastián	[1482, 64, 1577, 80]
ad-title: Pieles de ocasión	[764, 1023, 920, 1045]
paragraph: El señor ARIZMENDI dice que no hay convenios especiales mientras no se traigan á conocimiento del Ayuntamiento.	[698, 216, 986, 238]
paragraph: Recuerda insensiblemente que la Comisión no hace ninguna advertencia. Es esa liquidadora existe la defraudación, porque se pueden realizar un exceso en la sesión aquí mismo. Y pide explicaciones de por qué motivos ha dejado la Sociedad de Carreras no tenía respecto á las localidades de preferencia autorizadas para vender más que 4.412 localidades.	[56, 1187, 366, 1231]
ad-address: Urbieta Reguero y Aranzazu. Teléfono 7-65	[780, 1244, 904, 1253]
deck-divider	[118, 332, 304, 333]
paragraph: Acta.—Es aprobada por unanimidad el acta de la sesión anterior.	[65, 369, 251, 379]
paragraph: La calida del Hipódromo es solo en una parte de 418 metros cuadrados, lo cual sólo da una cabida máxima de 3.155 personas.	[384, 558, 680, 579]
ad-title: Componet	[1373, 858, 1499, 889]
ad-paraguas-heading: Encargado para fábrica de paraguas	[1313, 1128, 1558, 1172]
paragraph: El artículo 8.° se viola por no haberse sellado todos los billetes.	[393, 190, 576, 199]
paragraph: Estas las tenía ya vendidas el día anterior. Los datos los facilita mi autorización, para proseguir después la liquidación á un espíritu.	[56, 1237, 366, 1258]
paragraph: Como una hora próximamente se reunieron, ya que por próximo unos 17 los concejales, que concurren. El alcalde ordena que no se permita la salida de ningún concejal, de la Casa Consistorial. Además, y de una manera especial, se ordena que no se deje salir al señor Iceta. Los ordenanzas saben hasta la calle para retener á dicho señor... pero en inútil.	[1003, 1099, 1276, 1143]
paragraph: Denuncia que de la caja de dicha Sociedad se han disfraído para usos individuales algunas cantidades.	[1003, 1002, 1276, 1023]
